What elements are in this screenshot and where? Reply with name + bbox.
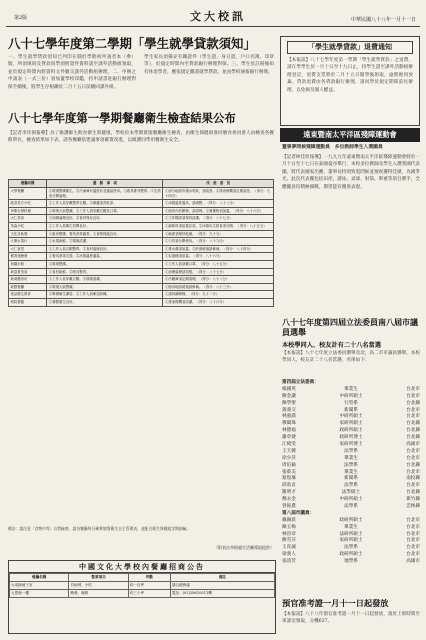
person-name: 陳玉梅 <box>282 524 296 530</box>
tender-title: 中國文化大學校內餐廳招商公告 <box>9 561 275 573</box>
person-dept: 畢業生 <box>344 455 358 461</box>
cons-cell: ①垃圾桶須加蓋。（得分：八十六分） <box>163 253 274 261</box>
tender-cell: 請洽總務處 <box>170 582 274 590</box>
restaurant-name: 統茶及方小吃 <box>9 200 47 208</box>
elected-person <box>282 463 420 470</box>
pros-cell: ①工作人員穿戴整齊衣帽。②碗盤清洗乾淨。 <box>47 200 163 208</box>
pros-cell: ①餐具消毒完善。②冰箱溫度適當。 <box>47 253 163 261</box>
person-place: 台北市 <box>406 386 420 392</box>
person-name: 曾振農 <box>282 504 296 510</box>
person-name: 梁義人 <box>282 552 296 558</box>
person-place: 台北市 <box>406 393 420 399</box>
person-name: 邱垂貞 <box>282 483 296 489</box>
pros-cell: ①工作人員衛生習慣良好。 <box>47 222 163 230</box>
paper-title: 文大校訊 <box>190 10 246 23</box>
pros-cell: ①環境整潔衛生。②冷凍庫有溫度計並適當使用。③廚具排列整齊。④生熟食分開處理。 <box>47 188 163 200</box>
inspection-row <box>9 200 274 208</box>
cons-cell: ①冷藏庫須定期清理。（得分：八十八分） <box>163 276 274 284</box>
inspection-headline: 八十七學年度第一學期餐廳衛生檢查結果公布 <box>8 111 236 125</box>
pros-cell: ①環境大致整潔。②工作人員穿戴衣帽及口罩。 <box>47 207 163 215</box>
tender-cell: 大成館地下室 <box>10 582 69 590</box>
person-dept: 法學系 <box>344 462 358 468</box>
pros-cell: ①廚房整潔，餐具消毒確實。②食物保溫良好。 <box>47 230 163 238</box>
cons-cell: ①請持續辦理。（得分：九十二分） <box>163 291 274 299</box>
person-name: 張蔡美 <box>282 469 296 475</box>
restaurant-name: 食品衛生教育 <box>9 291 47 299</box>
tender-notice <box>8 560 276 634</box>
person-dept: 法學系 <box>344 545 358 551</box>
person-name: 陳學聖 <box>282 400 296 406</box>
cons-cell: ①工作檯面須保持清潔。（得分：八十七分） <box>163 215 274 223</box>
inspection-footnote: 備註：請注意「食物中毒」自我檢查，請各餐廳每日確實填寫衛生自主管理表，並配合衛生保健組定期抽檢。 <box>8 526 191 531</box>
tender-cell: 大恩館一樓 <box>10 590 69 598</box>
person-dept: 中研所碩士 <box>339 497 363 503</box>
col-header-cons: 改 進 意 見 <box>163 180 274 188</box>
restaurant-name: 茂森小吃 <box>9 222 47 230</box>
pros-cell: ①水果新鮮。②環境清潔。 <box>47 238 163 246</box>
col-header-name: 餐廳名稱 <box>9 180 47 188</box>
restaurant-name: 新整餐廳 <box>9 283 47 291</box>
person-place: 台北市 <box>406 469 420 475</box>
restaurant-name: 文化自助餐 <box>9 230 47 238</box>
person-place: 台北市 <box>406 407 420 413</box>
elected-person <box>282 518 420 525</box>
cons-cell: ①廚房內有雜物，請清理。②廢棄物須加蓋。（得分：八十六分） <box>163 207 274 215</box>
inspection-note: （附表由李揚處生活輔導組提供） <box>214 545 274 550</box>
person-name: 林晉章 <box>282 531 296 537</box>
elected-person <box>282 435 420 442</box>
pros-cell: ①食材新鮮。②廚具整齊。 <box>47 268 163 276</box>
page-number: 第2版 <box>14 15 28 21</box>
elected-list <box>282 380 420 566</box>
person-name: 陳金讓 <box>282 393 296 399</box>
election-headline: 八十七年度第四屆立法委員南八屆市議員選舉 <box>282 318 418 337</box>
person-place: 台北縣 <box>406 462 420 468</box>
loan-headline: 八十七學年度第二學期「學生就學貸款須知」 <box>8 36 256 51</box>
cons-cell: ①地面須保持乾燥。（得分：九十分） <box>163 230 274 238</box>
refund-title: 「學生就學貸款」退費通知 <box>287 41 413 54</box>
restaurant-name: 新富豪美食 <box>9 268 47 276</box>
pros-cell: ①舉辦衛生講習。②工作人員參加訓練。 <box>47 291 163 299</box>
person-place: 台北市 <box>406 538 420 544</box>
person-place: 台北市 <box>406 448 420 454</box>
person-place: 南投縣 <box>406 476 420 482</box>
elected-person <box>282 449 420 456</box>
restaurant-name: 新荷膳食坊 <box>9 276 47 284</box>
pros-cell: ①環境大致整潔。 <box>47 283 163 291</box>
person-dept: 政研所碩士 <box>339 552 363 558</box>
person-dept: 政研所碩士 <box>339 428 363 434</box>
person-name: 周伯倫 <box>282 462 296 468</box>
restaurant-name: 大仁食堂 <box>9 245 47 253</box>
tender-cell: 簡餐、咖啡 <box>69 590 128 598</box>
inspection-row <box>9 276 274 284</box>
person-place: 高雄市 <box>406 559 420 565</box>
cons-cell: ①冰箱溫度過高，請調整。（得分：八十八分） <box>163 200 274 208</box>
person-name: 蔡煌瑯 <box>282 476 296 482</box>
inspection-row <box>9 253 274 261</box>
person-name: 穆閩珠 <box>282 421 296 427</box>
person-name: 羅明才 <box>282 490 296 496</box>
tender-cell: 約三十坪 <box>128 590 170 598</box>
elected-person <box>282 497 420 504</box>
person-dept: 家研所碩士 <box>339 421 363 427</box>
person-place: 台北縣 <box>406 400 420 406</box>
person-name: 王天競 <box>282 448 296 454</box>
person-place: 台北市 <box>406 531 420 537</box>
category-legislators: 第四屆立法委員： <box>282 380 319 385</box>
tender-cell: 約一百坪 <box>128 582 170 590</box>
person-place: 台北市 <box>406 483 420 489</box>
cons-cell: ①部分地面有積水現象，請改善。②排油煙機須定期清洗。（得分：九十四分） <box>163 188 274 200</box>
inspection-row <box>9 207 274 215</box>
person-place: 台北市 <box>406 552 420 558</box>
masthead <box>6 4 420 27</box>
person-dept: 政研所碩士 <box>339 517 363 523</box>
person-dept: 家研所博士 <box>339 442 363 448</box>
inspection-intro: 【記者李洋揚報導】為了維護師生飲食衛生與健康，學校於本學期實施餐廳衛生檢查，由衛生保健組會同膳食委員會人員檢查各餐飲單位，檢查結果如下表，請各餐廳依建議事項確實改進，以維護同學用餐衛生安全。 <box>8 131 274 144</box>
loan-col1: 一、學生就學貸款須知已列印在圓於學期初申請者本（參）版，所須填寫及貸款同學須附證件資料請至課外活動組領取，並於規定時間內將資料文件繳交課外活動組辦理。二、申辦之申請表（一式三份）須加蓋學校印鑑，持申請書赴銀行辦理對保手續後，將學生存根聯於二月十五日前繳回課外組。 <box>8 55 136 90</box>
pros-cell: ①工作人員衣帽整齊。②食材處理良好。 <box>47 245 163 253</box>
elected-person <box>282 401 420 408</box>
tender-col-3: 備註 <box>170 574 274 582</box>
tender-col-1: 營業項目 <box>69 574 128 582</box>
person-place: 台北市 <box>406 524 420 530</box>
pacific-body: 【記者林佳欣報導】一九九九年遠東暨南太平洋區殘障運動會將於一月十日至十七日在泰國曼谷舉行，本校多位教師及學生入選我國代表團，將代表國家出賽，董事長特別致電問候並預祝獲得佳績，為國爭光。此次代表團包括田徑、游泳、桌球、射箭、舉重等項目選手，全體團員均積極備戰，期望能有優異表現。 <box>282 155 420 190</box>
person-place: 台北縣 <box>406 490 420 496</box>
person-dept: 法學系 <box>344 483 358 489</box>
person-name: 徐少萍 <box>282 455 296 461</box>
elected-person <box>282 504 420 511</box>
pacific-sub: 董事夢問候殘障運動員 多位教師學生入選團員 <box>282 144 383 150</box>
inspection-row <box>9 291 274 299</box>
cons-cell: ①廚房地面破損請修補。（得分：八十三分） <box>163 283 274 291</box>
elected-person <box>282 387 420 394</box>
restaurant-name: 大學餐廳 <box>9 188 47 200</box>
restaurant-name: 伊斯台餐料理 <box>9 207 47 215</box>
person-dept: 法學碩士 <box>341 490 361 496</box>
elected-person <box>282 394 420 401</box>
inspection-row <box>9 188 274 200</box>
person-place: 台北市 <box>406 455 420 461</box>
elected-person <box>282 525 420 532</box>
person-name: 楊國英 <box>282 386 296 392</box>
person-dept: 畢業生 <box>344 386 358 392</box>
person-place: 台北縣 <box>406 421 420 427</box>
cons-cell: ①排水溝須加蓋。②紗窗破損請修補。（得分：八十四分） <box>163 245 274 253</box>
cons-cell: ①調味料須加蓋存放。②冰箱內生熟食須分開。（得分：八十五分） <box>163 222 274 230</box>
cons-cell: ①刀具須分開使用。（得分：八十九分） <box>163 238 274 246</box>
person-name: 江綺雯 <box>282 442 296 448</box>
cons-cell: ①工作人員須戴口罩。（得分：八十五分） <box>163 260 274 268</box>
category-councilors: 第八屆市議員： <box>282 510 315 516</box>
col-header-pros: 優 點 事 項 <box>47 180 163 188</box>
tender-col-0: 餐廳名稱 <box>10 574 69 582</box>
person-dept: 家研所碩士 <box>339 538 363 544</box>
person-name: 謝章捷 <box>282 435 296 441</box>
person-name: 王育誠 <box>282 545 296 551</box>
person-place: 台北市 <box>406 545 420 551</box>
inspection-row <box>9 268 274 276</box>
person-dept: 政研所博士 <box>339 435 363 441</box>
person-name: 戴錫欽 <box>282 517 296 523</box>
person-dept: 新聞系 <box>344 476 358 482</box>
person-dept: 畢業生 <box>344 524 358 530</box>
pros-cell: ①工作人員穿戴衣帽。②環境清潔。 <box>47 276 163 284</box>
person-place: 新竹縣 <box>406 497 420 503</box>
inspection-row <box>9 222 274 230</box>
person-name: 鄭永金 <box>282 497 296 503</box>
elected-person <box>282 456 420 463</box>
person-dept: 畢業生 <box>344 469 358 475</box>
inspection-row <box>9 283 274 291</box>
person-dept: 法學系 <box>344 504 358 510</box>
person-dept: 中研所碩士 <box>339 393 363 399</box>
inspection-row <box>9 238 274 246</box>
exam-headline: 預官准考證一月十一日起發放 <box>282 598 389 608</box>
restaurant-name: 大眾水果行 <box>9 238 47 246</box>
person-name: 陳雪芬 <box>282 538 296 544</box>
person-place: 雲林縣 <box>406 504 420 510</box>
person-dept: 地學系 <box>344 559 358 565</box>
exam-body: 【本報訊】八十八年預官准考證一月十一日起發放，請於上班時間至軍訓室領取，分機637。 <box>282 612 420 625</box>
person-name: 林重謨 <box>282 414 296 420</box>
inspection-row <box>9 298 274 306</box>
tender-table <box>9 573 275 598</box>
issue-date: 中華民國八十八年一月十一日 <box>350 17 416 23</box>
person-dept: 行管系 <box>344 400 358 406</box>
elected-person <box>282 559 420 566</box>
elected-person <box>282 442 420 449</box>
person-dept: 法學系 <box>344 448 358 454</box>
refund-notice <box>280 36 420 126</box>
tender-cell: 自助餐、小吃 <box>69 582 128 590</box>
person-dept: 中研所碩士 <box>339 414 363 420</box>
election-intro: 【本報訊】八十七年度立法委員選舉及北、高二市市議員選舉，本校學同人、校友計二十八名當選，名單如下： <box>282 351 420 364</box>
inspection-row <box>9 260 274 268</box>
tender-cell: 電話：(02)28610511轉 <box>170 590 274 598</box>
inspection-row <box>9 245 274 253</box>
pros-cell: ①餐點衛生良好。 <box>47 298 163 306</box>
person-name: 黃義交 <box>282 407 296 413</box>
inspection-row <box>9 230 274 238</box>
restaurant-name: 西園水餃 <box>9 260 47 268</box>
inspection-row <box>9 215 274 223</box>
person-dept: 法研所碩士 <box>339 531 363 537</box>
election-sub: 本校學同人、校友計有二十八名當選 <box>282 342 381 349</box>
person-name: 林德福 <box>282 428 296 434</box>
pros-cell: ①環境整潔。 <box>47 260 163 268</box>
pacific-headline: 遠東暨南太平洋區殘障運動會 <box>280 128 420 142</box>
person-place: 台北縣 <box>406 428 420 434</box>
loan-col2: 學生家長須備妥有關證件（學生證、身分證、戶口名簿、印章等），於規定時間內至貸款銀行辦理對保。三、學生於註冊後如有休退學者，應依規定繳還就學貸款，並由學校通報銀行辦理。 <box>144 55 274 75</box>
pros-cell: ①油煙處理良好。②食材保存良好。 <box>47 215 163 223</box>
person-place: 台北市 <box>406 414 420 420</box>
person-place: 台北市 <box>406 517 420 523</box>
restaurant-name: 荷院餐園 <box>9 298 47 306</box>
person-dept: 新聞系 <box>344 407 358 413</box>
cons-cell: ①排油煙機須清潔。（得分：八十六分） <box>163 298 274 306</box>
person-name: 張清芳 <box>282 559 296 565</box>
tender-col-2: 坪數 <box>128 574 170 582</box>
restaurant-name: 大仁美食 <box>9 215 47 223</box>
person-place: 高雄市 <box>406 442 420 448</box>
cons-cell: ①油煙處理請加強。（得分：八十七分） <box>163 268 274 276</box>
refund-body: 【本報訊】八十七學年度第一學期「學生就學貸款」之退費，請在學學生於一月十日至十九日止，持學生證至課外活動組辦理登記，退費支票將於二月十五日開學後領取，逾期視同放棄。貸款退費由各貸款銀行辦理，請同學於規定期間前往辦理，以免損及個人權益。 <box>287 58 413 93</box>
inspection-table <box>8 179 274 307</box>
person-place: 台北縣 <box>406 435 420 441</box>
restaurant-name: 樹香速簡餐 <box>9 253 47 261</box>
